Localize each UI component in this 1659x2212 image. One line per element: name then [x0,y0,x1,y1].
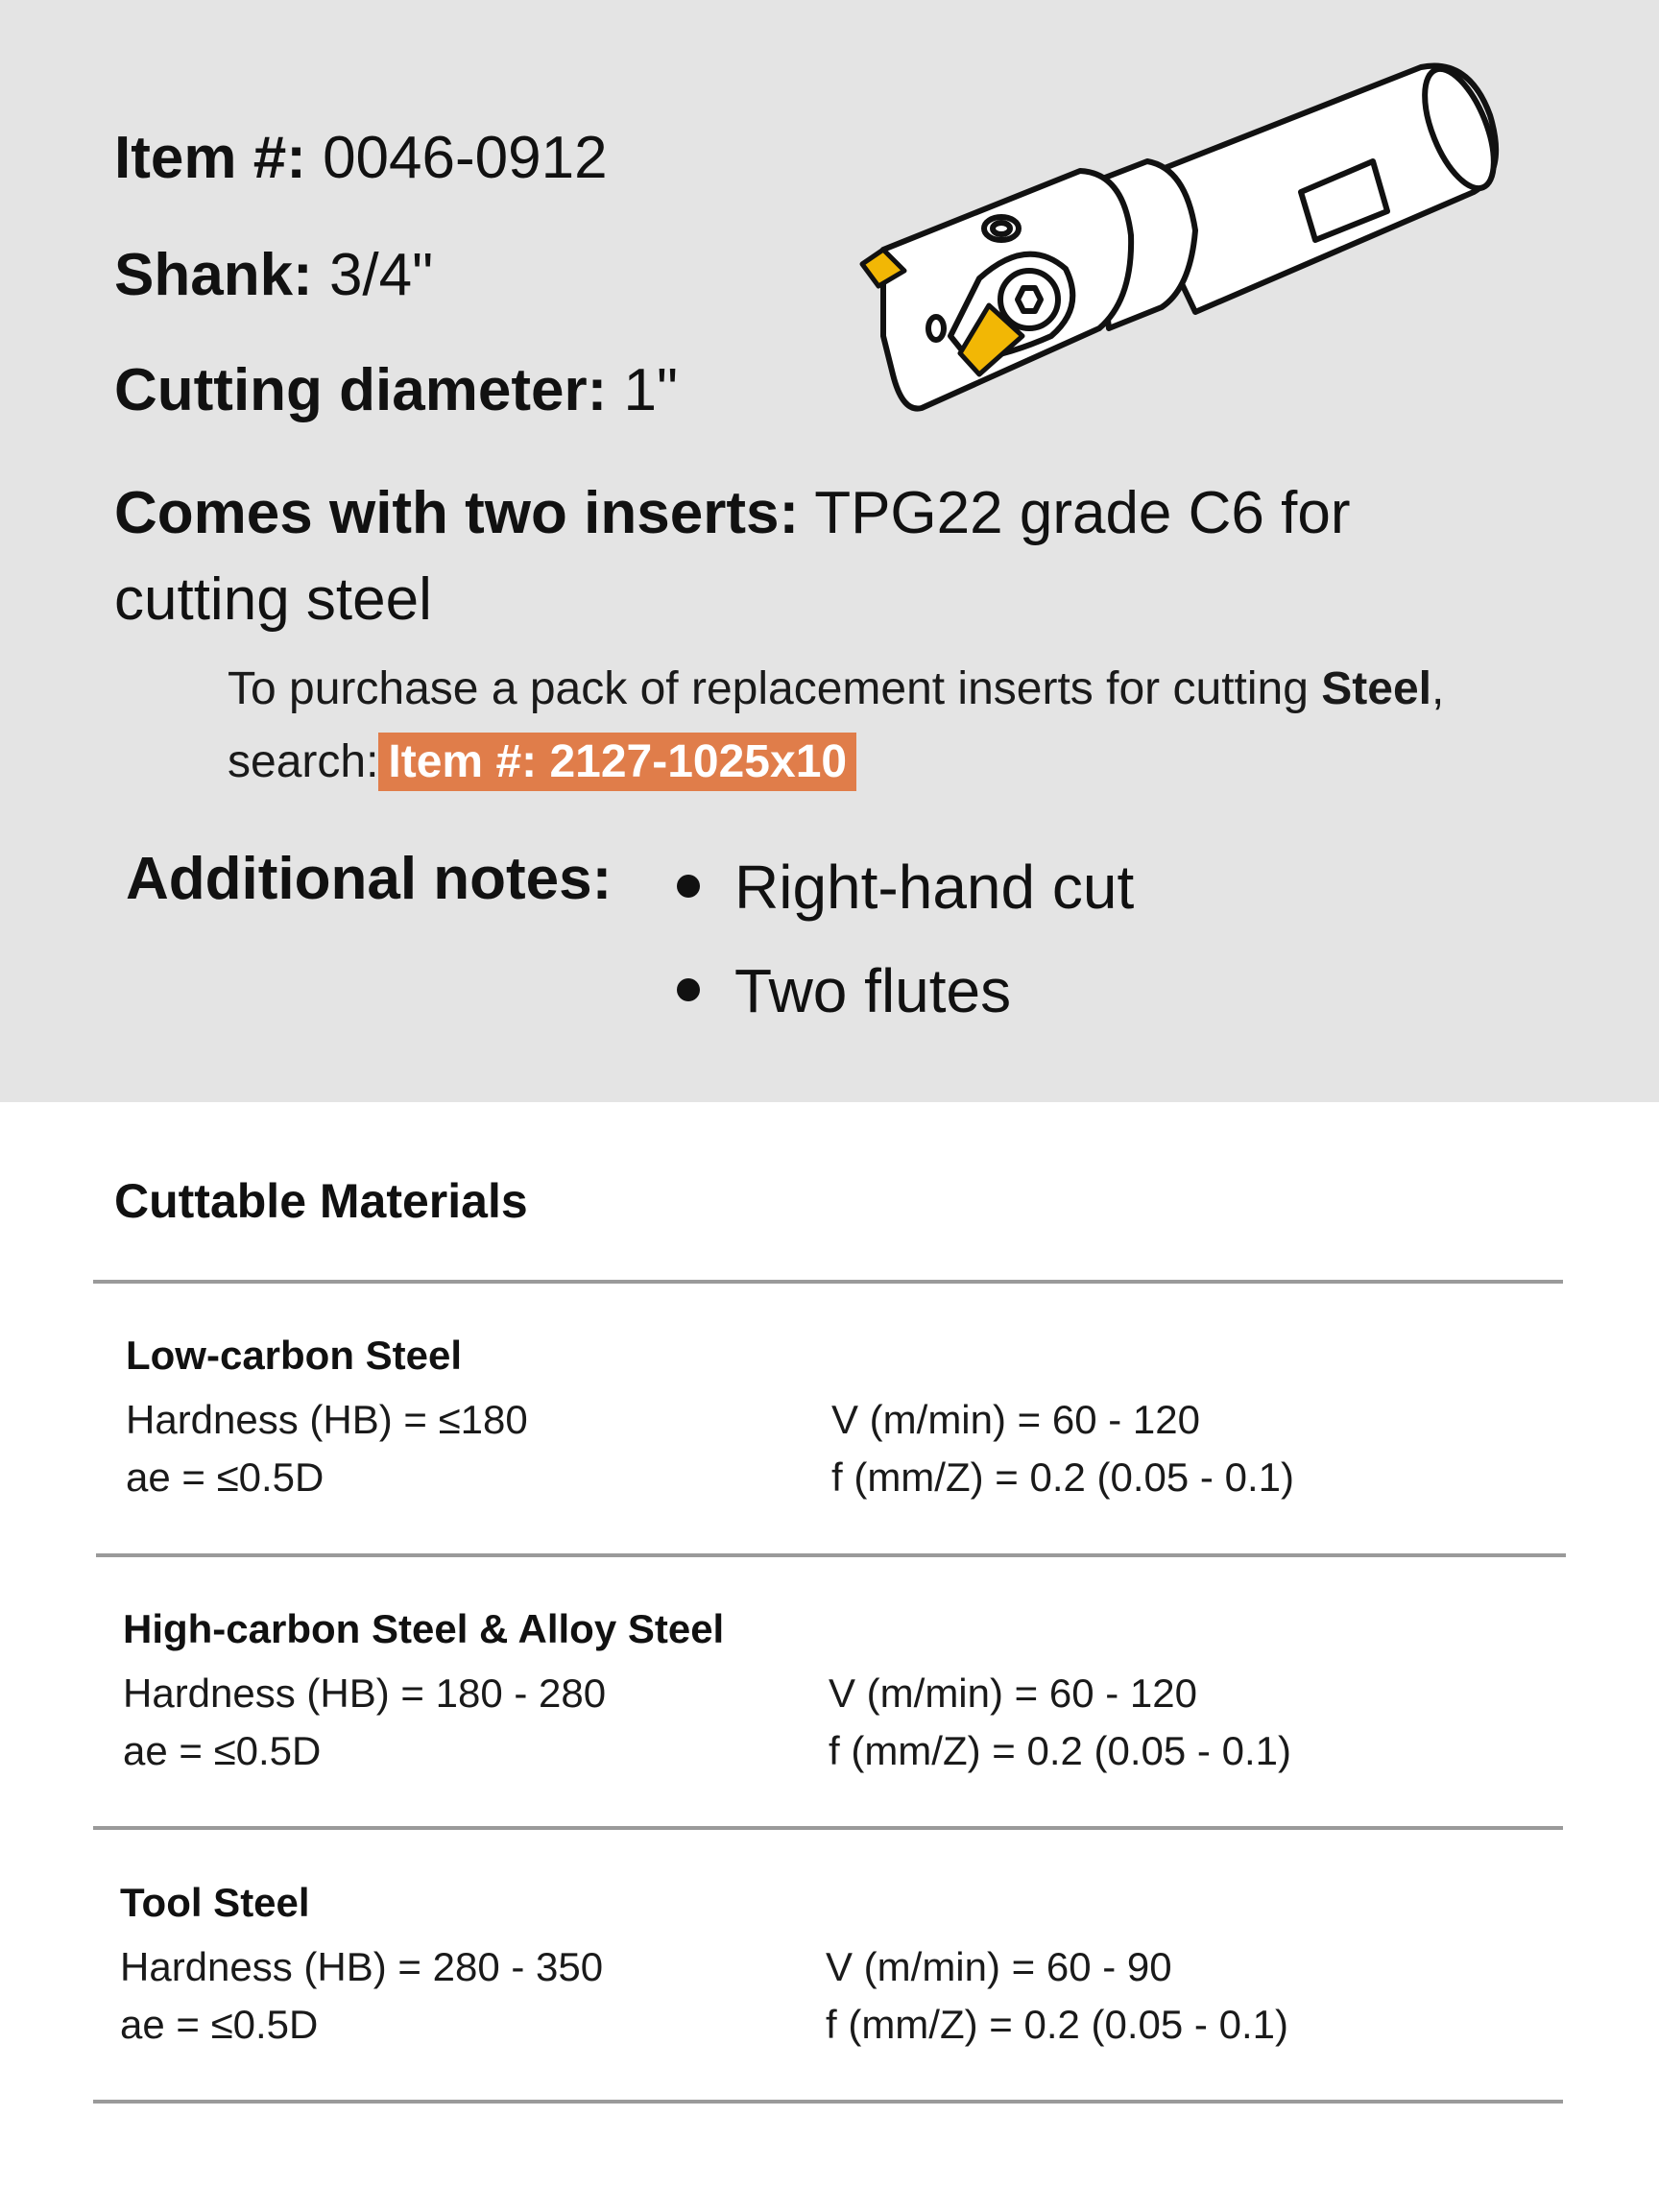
material-speed: V (m/min) = 60 - 90 [826,1944,1172,1989]
purchase-material: Steel [1321,663,1431,714]
material-ae: ae = ≤0.5D [120,2002,319,2047]
divider [96,1553,1566,1557]
material-name: High-carbon Steel & Alloy Steel [123,1606,725,1651]
spec-inserts [114,470,1478,643]
note-text: Two flutes [734,956,1012,1025]
material-hardness: Hardness (HB) = 180 - 280 [123,1671,607,1716]
purchase-text: To purchase a pack of replacement inserts for cutting [228,663,1322,714]
material-feed: f (mm/Z) = 0.2 (0.05 - 0.1) [829,1728,1291,1773]
divider [93,1826,1563,1830]
spec-label: Comes with two inserts: [114,480,800,546]
cuttable-materials-title: Cuttable Materials [114,1174,528,1228]
material-ae: ae = ≤0.5D [123,1728,322,1773]
end-mill-tool-icon [845,48,1507,451]
purchase-note [228,653,1572,799]
spec-label: Cutting diameter: [114,357,608,423]
material-feed: f (mm/Z) = 0.2 (0.05 - 0.1) [831,1455,1294,1500]
spec-label: Shank: [114,242,313,308]
note-text: Right-hand cut [734,853,1135,922]
bullet-icon [677,875,700,898]
material-hardness: Hardness (HB) = 280 - 350 [120,1944,604,1989]
divider [93,2100,1563,2104]
search-label: search: [228,736,379,787]
additional-notes-label: Additional notes: [126,846,613,912]
additional-notes-list [677,835,1134,1043]
spec-value: 3/4" [312,242,434,308]
material-name: Tool Steel [120,1880,310,1925]
search-item-highlight: Item #: 2127-1025x10 [378,733,856,791]
material-speed: V (m/min) = 60 - 120 [831,1397,1200,1442]
spec-value: TPG22 grade C6 for cutting steel [114,480,1351,633]
bullet-icon [677,978,700,1001]
material-feed: f (mm/Z) = 0.2 (0.05 - 0.1) [826,2002,1288,2047]
note-item [677,939,1134,1043]
spec-shank [114,240,433,311]
divider [93,1280,1563,1284]
note-item [677,835,1134,939]
product-summary-panel [0,0,1659,1102]
spec-value: 0046-0912 [305,125,608,191]
material-name: Low-carbon Steel [126,1333,463,1378]
purchase-comma: , [1431,663,1445,714]
material-speed: V (m/min) = 60 - 120 [829,1671,1197,1716]
spec-value: 1" [607,357,678,423]
spec-cutting-diameter [114,355,678,426]
material-ae: ae = ≤0.5D [126,1455,325,1500]
spec-label: Item #: [114,125,306,191]
material-hardness: Hardness (HB) = ≤180 [126,1397,528,1442]
spec-item-number [114,123,608,194]
